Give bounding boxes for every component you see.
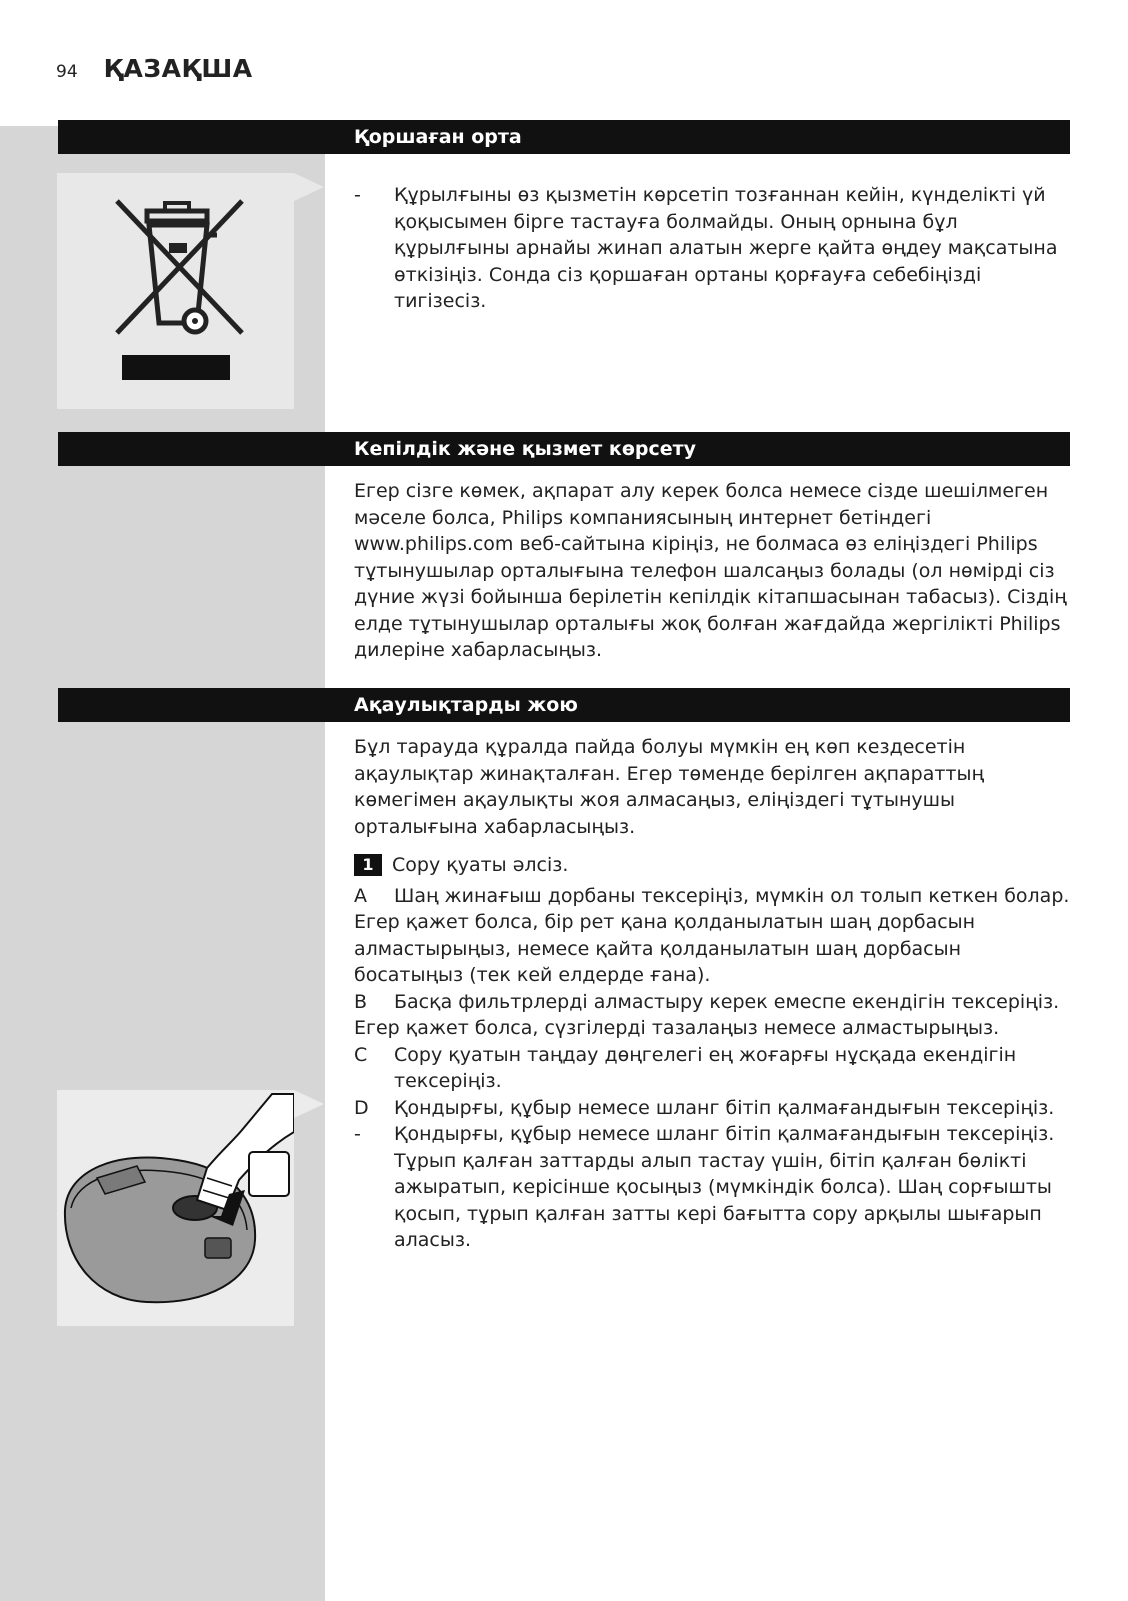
troubleshooting-text	[354, 734, 1072, 1254]
item-continuation: Егер қажет болса, бір рет қана қолданылатын шаң дорбасын алмастырыңыз, немесе қайта қолданылатын шаң дорбасын босатыңыз (тек кей елдерде ғана).	[354, 911, 976, 986]
step-number-badge: 1	[354, 854, 382, 876]
language-title: ҚАЗАҚША	[103, 54, 253, 83]
item-d	[354, 1095, 1072, 1122]
page-header	[56, 54, 253, 94]
item-text: Сору қуатын таңдау дөңгелегі ең жоғарғы нұсқада екендігін тексеріңіз.	[394, 1043, 1017, 1092]
item-marker: C	[354, 1043, 368, 1066]
item-marker: -	[354, 1123, 361, 1145]
item-continuation: Егер қажет болса, сүзгілерді тазалаңыз немесе алмастырыңыз.	[354, 1017, 1000, 1039]
image-pointer-arrow	[294, 1090, 326, 1122]
item-text: Қондырғы, құбыр немесе шланг бітіп қалмағандығын тексеріңіз. Тұрып қалған заттарды алып тастау үшін, бітіп қалған бөлікті ажыратып, керісінше қосыңыз (мүмкіндік болса). Шаң сорғышты қосып, тұрып қалған затты кері бағытта сору арқылы шығарып аласыз.	[394, 1123, 1055, 1251]
vacuum-cleaner-hose-illustration	[57, 1090, 294, 1326]
guarantee-text	[354, 478, 1072, 664]
heading-text: Ақаулықтарды жою	[354, 694, 578, 716]
image-pointer-arrow	[294, 173, 326, 205]
item-first-line: Шаң жинағыш дорбаны тексеріңіз, мүмкін ол толып кеткен болар.	[394, 884, 1070, 907]
item-marker: B	[354, 990, 368, 1013]
item-b	[354, 989, 1072, 1042]
environment-paragraph: Құрылғыны өз қызметін көрсетіп тозғаннан кейін, күнделікті үй қоқысымен бірге тастауға болмайды. Оның орнына бұл құрылғыны арнайы жинап алатын жерге қайта өңдеу мақсатына өткізіңіз. Сонда сіз қоршаған ортаны қорғауға себебіңізді тигізесіз.	[394, 184, 1058, 312]
item-marker: A	[354, 884, 367, 907]
guarantee-paragraph: Егер сізге көмек, ақпарат алу керек болса немесе сізде шешілмеген мәселе болса, Philips компаниясының интернет бетіндегі www.philips.com веб-сайтына кіріңіз, не болмаса өз еліңіздегі Philips тұтынушылар орталығына телефон шалсаңыз болады (ол нөмірді сіз дүние жүзі бойынша берілетін кепілдік кітапшасынан табасыз). Сіздің елде тұтынушылар орталығы жоқ болған жағдайда жергілікті Philips дилеріне хабарласыңыз.	[354, 480, 1067, 661]
heading-text: Кепілдік және қызмет көрсету	[354, 438, 697, 460]
vacuum-image-box	[57, 1090, 294, 1326]
heading-text: Қоршаған орта	[354, 126, 522, 148]
step-heading	[354, 852, 1072, 879]
item-c	[354, 1042, 1072, 1095]
item-first-line: Басқа фильтрлерді алмастыру керек емеспе екендігін тексеріңіз.	[394, 990, 1060, 1013]
bullet-marker: -	[354, 184, 361, 206]
item-a	[354, 883, 1072, 989]
item-marker: D	[354, 1096, 369, 1119]
troubleshooting-intro: Бұл тарауда құралда пайда болуы мүмкін ең көп кездесетін ақаулықтар жинақталған. Егер төменде берілген ақпараттың көмегімен ақаулықты жоя алмасаңыз, еліңіздегі тұтынушы орталығына хабарласыңыз.	[354, 736, 985, 838]
section-heading-environment	[58, 120, 1070, 154]
environment-text	[354, 182, 1072, 315]
page-number: 94	[56, 62, 78, 82]
section-heading-troubleshooting	[58, 688, 1070, 722]
step-title: Сору қуаты әлсіз.	[392, 854, 569, 876]
item-text: Қондырғы, құбыр немесе шланг бітіп қалмағандығын тексеріңіз.	[394, 1096, 1055, 1119]
item-dash	[354, 1121, 1072, 1254]
section-heading-guarantee	[58, 432, 1070, 466]
crossed-out-wheelie-bin-icon	[57, 173, 294, 409]
recycling-image-box	[57, 173, 294, 409]
